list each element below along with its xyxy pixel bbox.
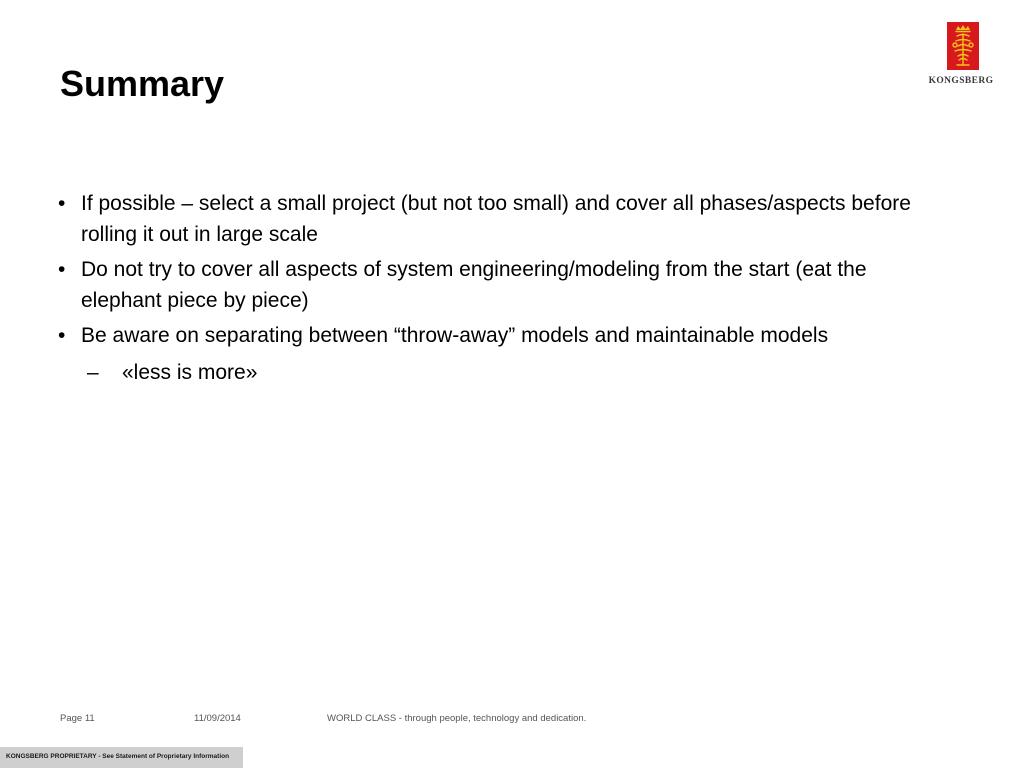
footer-date: 11/09/2014 xyxy=(194,713,241,724)
bullet-text: Be aware on separating between “throw-away” models and maintainable models xyxy=(81,324,829,347)
proprietary-notice-text: KONGSBERG PROPRIETARY - See Statement of Proprietary Information xyxy=(6,753,230,760)
bullet-marker: • xyxy=(58,192,66,215)
bullet-marker: • xyxy=(58,324,66,347)
kongsberg-wordmark: KONGSBERG xyxy=(928,76,994,86)
bullet-list xyxy=(58,188,928,388)
kongsberg-crown-emblem-icon xyxy=(947,22,979,70)
bullet-item xyxy=(58,254,928,316)
proprietary-notice-bar xyxy=(0,747,243,768)
kongsberg-logo xyxy=(918,22,1004,92)
bullet-marker: • xyxy=(58,258,66,281)
bullet-item xyxy=(58,188,928,250)
sub-bullet-list-container xyxy=(58,357,928,388)
bullet-text: If possible – select a small project (but not too small) and cover all phases/aspects before rolling it out in large scale xyxy=(81,192,911,246)
sub-bullet-text: «less is more» xyxy=(122,361,258,384)
sub-bullet-marker: – xyxy=(87,361,99,384)
bullet-item xyxy=(58,320,928,351)
sub-bullet-list xyxy=(58,357,928,388)
slide-title: Summary xyxy=(60,63,225,104)
footer-slogan: WORLD CLASS - through people, technology and dedication. xyxy=(327,713,587,724)
sub-bullet-item xyxy=(81,357,928,388)
footer-page-number: Page 11 xyxy=(60,713,95,724)
bullet-text: Do not try to cover all aspects of system engineering/modeling from the start (eat the elephant piece by piece) xyxy=(81,258,867,312)
